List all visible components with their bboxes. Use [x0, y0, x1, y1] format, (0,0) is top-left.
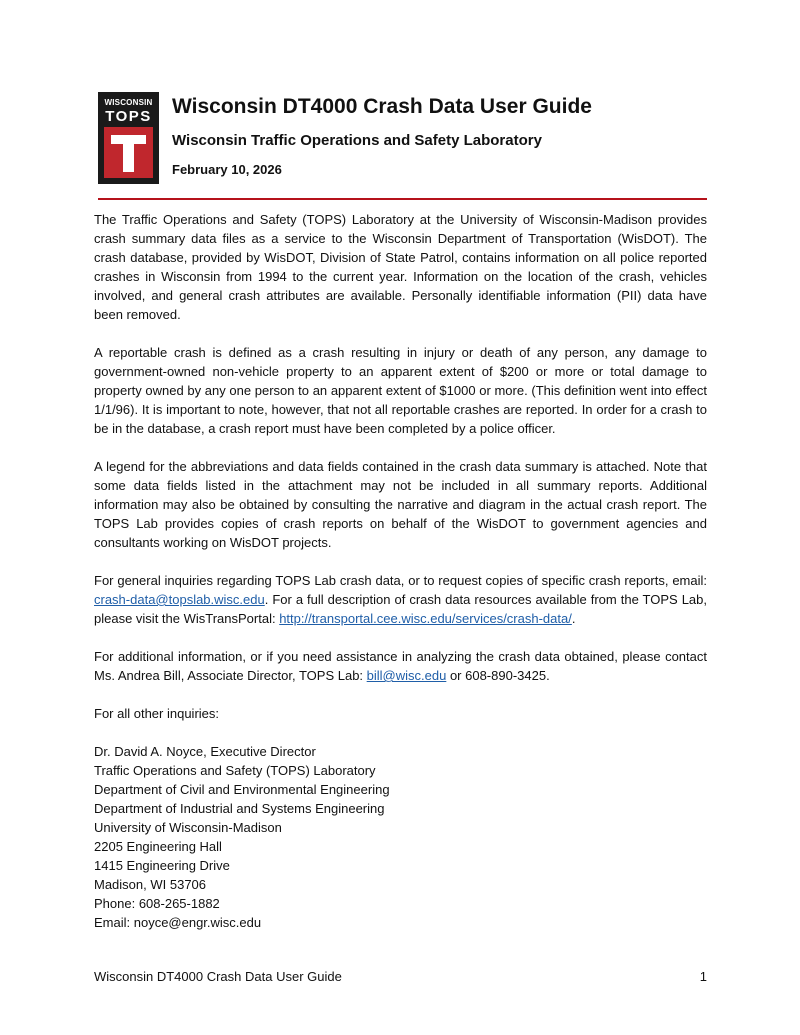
logo-tops-text: TOPS [105, 108, 152, 125]
contact-line: 1415 Engineering Drive [94, 858, 230, 873]
paragraph-other-inquiries: For all other inquiries: [94, 706, 219, 721]
document-title: Wisconsin DT4000 Crash Data User Guide [172, 95, 592, 118]
paragraph-additional-info: For additional information, or if you need assistance in analyzing the crash data obtained, please contact Ms. Andrea Bill, Associate Director, TOPS Lab: bill@wisc.edu or 608-890-3425. [94, 649, 707, 683]
contact-line: Dr. David A. Noyce, Executive Director [94, 744, 316, 759]
bill-email-link[interactable]: bill@wisc.edu [366, 668, 447, 683]
contact-line: Department of Civil and Environmental Engineering [94, 782, 390, 797]
paragraph-reportable-crash: A reportable crash is defined as a crash resulting in injury or death of any person, any damage to government-owned non-vehicle property to an apparent extent of $200 or more or total damage to property owned by any one person to an apparent extent of $1000 or more. (This definition went into effect 1/1/96). It is important to note, however, that not all reportable crashes are reported. In order for a crash to be in the database, a crash report must have been completed by a police officer. [94, 345, 707, 436]
contact-line: Department of Industrial and Systems Engineering [94, 801, 385, 816]
contact-line: Traffic Operations and Safety (TOPS) Laboratory [94, 763, 376, 778]
page-number: 1 [699, 969, 707, 984]
footer-title: Wisconsin DT4000 Crash Data User Guide [94, 969, 342, 984]
document-date: February 10, 2026 [172, 162, 282, 177]
paragraph-general-inquiries: For general inquiries regarding TOPS Lab crash data, or to request copies of specific crash reports, email: crash-data@topslab.wisc.edu. For a full description of crash data resources available from the TOPS Lab, please visit the WisTransPortal: http://transportal.cee.wisc.edu/services/crash-data/. [94, 573, 707, 626]
document-body [94, 210, 707, 932]
contact-line: University of Wisconsin-Madison [94, 820, 282, 835]
contact-block [94, 742, 707, 932]
contact-line: 2205 Engineering Hall [94, 839, 222, 854]
logo-wisconsin-text: WISCONSIN [104, 98, 153, 107]
header-divider [98, 198, 707, 200]
contact-line: Email: noyce@engr.wisc.edu [94, 915, 262, 930]
wistransportal-link[interactable]: http://transportal.cee.wisc.edu/services/crash-data/ [279, 611, 572, 626]
paragraph-legend: A legend for the abbreviations and data fields contained in the crash data summary is attached. Note that some data fields listed in the attachment may not be included in all summary reports. Additional information may also be obtained by consulting the narrative and diagram in the actual crash report. The TOPS Lab provides copies of crash reports on behalf of the WisDOT to government agencies and consultants working on WisDOT projects. [94, 459, 707, 550]
paragraph-intro: The Traffic Operations and Safety (TOPS) Laboratory at the University of Wisconsin-Madison provides crash summary data files as a service to the Wisconsin Department of Transportation (WisDOT). The crash database, provided by WisDOT, Division of State Patrol, contains information on all police reported crashes in Wisconsin from 1994 to the current year. Information on the location of the crash, vehicles involved, and general crash attributes are available. Personally identifiable information (PII) data have been removed. [94, 212, 707, 322]
logo-t-emblem [104, 127, 153, 178]
document-subtitle: Wisconsin Traffic Operations and Safety Laboratory [172, 132, 542, 149]
contact-line: Madison, WI 53706 [94, 877, 207, 892]
tops-logo [98, 92, 159, 184]
contact-line: Phone: 608-265-1882 [94, 896, 220, 911]
crash-data-email-link[interactable]: crash-data@topslab.wisc.edu [94, 592, 265, 607]
